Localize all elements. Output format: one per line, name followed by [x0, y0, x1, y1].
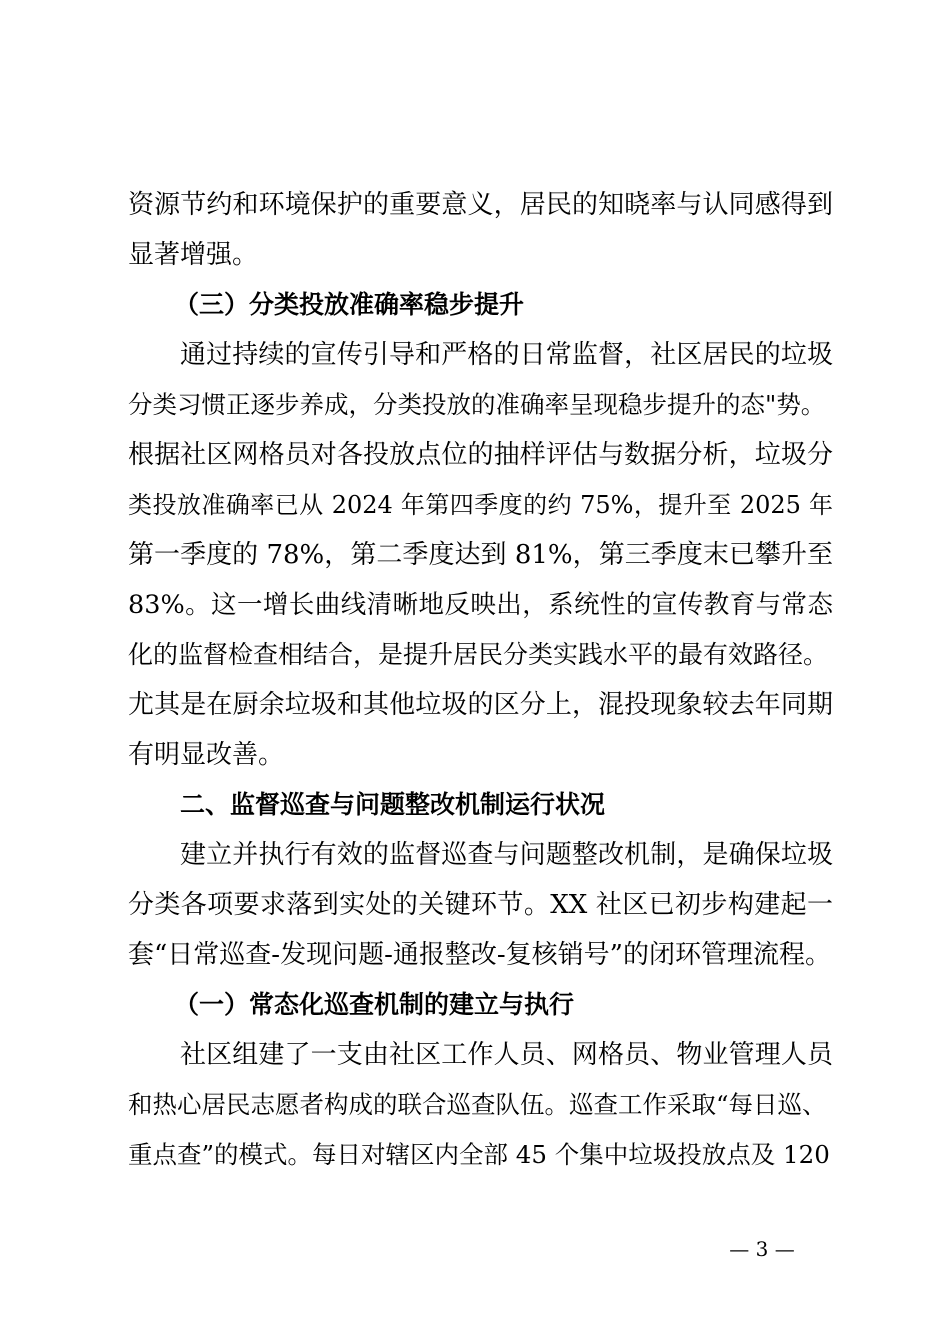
paragraph-line: 通过持续的宣传引导和严格的日常监督，社区居民的垃圾 — [180, 340, 833, 370]
paragraph-line: 套“日常巡查-发现问题-通报整改-复核销号”的闭环管理流程。 — [128, 940, 831, 970]
document-body — [128, 180, 833, 1180]
paragraph-line: 化的监督检查相结合，是提升居民分类实践水平的最有效路径。 — [128, 640, 829, 669]
paragraph-line: 和热心居民志愿者构成的联合巡查队伍。巡查工作采取“每日巡、 — [128, 1090, 827, 1119]
paragraph-line: 显著增强。 — [128, 240, 259, 270]
paragraph-line: 分类习惯正逐步养成，分类投放的准确率呈现稳步提升的态"势。 — [128, 390, 826, 419]
paragraph-line: 重点查”的模式。每日对辖区内全部 45 个集中垃圾投放点及 120 — [128, 1140, 830, 1169]
paragraph-line: 第一季度的 78%，第二季度达到 81%，第三季度末已攀升至 — [128, 540, 833, 570]
paragraph-line: 尤其是在厨余垃圾和其他垃圾的区分上，混投现象较去年同期 — [128, 690, 833, 720]
page-number: — 3 — — [729, 1237, 795, 1261]
paragraph-line: 社区组建了一支由社区工作人员、网格员、物业管理人员 — [180, 1040, 833, 1070]
section-heading: （一）常态化巡查机制的建立与执行 — [174, 990, 575, 1019]
paragraph-line: 有明显改善。 — [128, 740, 285, 770]
paragraph-line: 根据社区网格员对各投放点位的抽样评估与数据分析，垃圾分 — [128, 440, 833, 470]
paragraph-line: 分类各项要求落到实处的关键环节。XX 社区已初步构建起一 — [128, 890, 833, 920]
paragraph-line: 资源节约和环境保护的重要意义，居民的知晓率与认同感得到 — [128, 190, 833, 220]
paragraph-line: 类投放准确率已从 2024 年第四季度的约 75%，提升至 2025 年 — [128, 491, 833, 519]
chapter-heading: 二、监督巡查与问题整改机制运行状况 — [180, 790, 606, 819]
paragraph-line: 建立并执行有效的监督巡查与问题整改机制，是确保垃圾 — [180, 840, 833, 870]
section-heading: （三）分类投放准确率稳步提升 — [174, 290, 525, 319]
paragraph-line: 83%。这一增长曲线清晰地反映出，系统性的宣传教育与常态 — [128, 590, 833, 620]
